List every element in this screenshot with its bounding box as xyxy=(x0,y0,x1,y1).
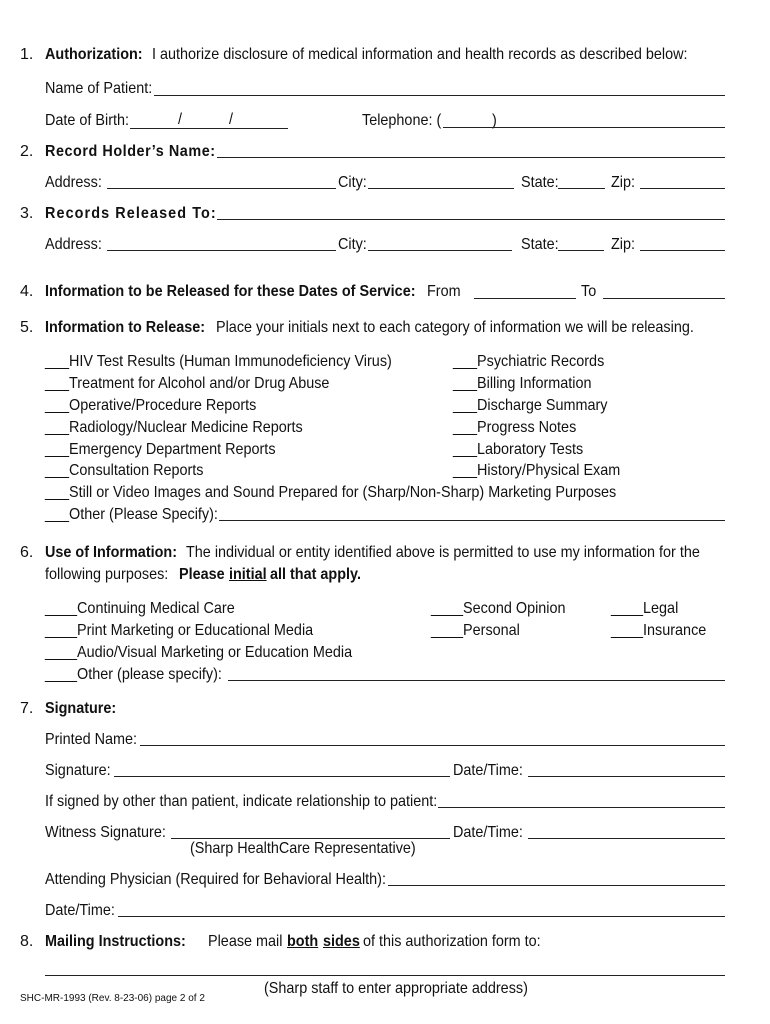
dob-slash-2: / xyxy=(229,111,234,128)
signature-section-label: Signature: xyxy=(45,700,117,717)
witness-datetime-field[interactable] xyxy=(528,838,725,839)
record-holder-field[interactable] xyxy=(217,157,725,158)
initial-text: initial xyxy=(229,566,267,583)
release-option-hiv[interactable]: ___HIV Test Results (Human Immunodeficiency Virus) xyxy=(45,353,392,370)
mailing-text-b: of this authorization form to: xyxy=(363,933,541,950)
released-to-zip-label: Zip: xyxy=(611,236,636,253)
information-to-release-label: Information to Release: xyxy=(45,319,206,336)
mailing-instructions-label: Mailing Instructions: xyxy=(45,933,186,950)
record-holder-zip-field[interactable] xyxy=(640,188,725,189)
from-label: From xyxy=(427,283,461,300)
witness-datetime-label: Date/Time: xyxy=(453,824,523,841)
mailing-both: both xyxy=(287,933,319,950)
released-to-city-label: City: xyxy=(338,236,367,253)
release-option-discharge[interactable]: ___Discharge Summary xyxy=(453,397,608,414)
release-option-laboratory[interactable]: ___Laboratory Tests xyxy=(453,441,584,458)
release-option-images-sound[interactable]: ___Still or Video Images and Sound Prepared for (Sharp/Non-Sharp) Marketing Purposes xyxy=(45,484,617,501)
attending-physician-label: Attending Physician (Required for Behavioral Health): xyxy=(45,871,386,888)
use-option-continuing-care[interactable]: ____Continuing Medical Care xyxy=(45,600,235,617)
section-4-number: 4. xyxy=(20,283,34,300)
use-of-information-text-2: following purposes: xyxy=(45,566,169,583)
released-to-address-label: Address: xyxy=(45,236,102,253)
signature-datetime-field[interactable] xyxy=(528,776,725,777)
section-7-number: 7. xyxy=(20,700,34,717)
telephone-field[interactable] xyxy=(443,127,725,128)
released-to-state-field[interactable] xyxy=(558,250,604,251)
patient-name-label: Name of Patient: xyxy=(45,80,153,97)
from-date-field[interactable] xyxy=(474,298,576,299)
release-option-progress[interactable]: ___Progress Notes xyxy=(453,419,577,436)
section-3-number: 3. xyxy=(20,205,34,222)
printed-name-label: Printed Name: xyxy=(45,731,138,748)
record-holder-city-field[interactable] xyxy=(368,188,514,189)
release-option-billing[interactable]: ___Billing Information xyxy=(453,375,592,392)
signature-field[interactable] xyxy=(114,776,450,777)
release-option-alcohol-drug[interactable]: ___Treatment for Alcohol and/or Drug Abuse xyxy=(45,375,330,392)
relationship-field[interactable] xyxy=(438,807,725,808)
section-8-number: 8. xyxy=(20,933,34,950)
records-released-to-label: Records Released To: xyxy=(45,205,217,222)
mailing-text-a: Please mail xyxy=(208,933,283,950)
record-holder-state-label: State: xyxy=(521,174,559,191)
release-option-operative[interactable]: ___Operative/Procedure Reports xyxy=(45,397,257,414)
authorization-label: Authorization: xyxy=(45,46,143,63)
authorization-text: I authorize disclosure of medical information and health records as described below: xyxy=(152,46,688,63)
use-option-personal[interactable]: ____Personal xyxy=(431,622,520,639)
record-holder-label: Record Holder’s Name: xyxy=(45,143,216,160)
to-label: To xyxy=(581,283,597,300)
released-to-zip-field[interactable] xyxy=(640,250,725,251)
information-to-release-text: Place your initials next to each category of information we will be releasing. xyxy=(216,319,694,336)
signature-label: Signature: xyxy=(45,762,111,779)
use-option-legal[interactable]: ____Legal xyxy=(611,600,679,617)
physician-datetime-field[interactable] xyxy=(118,916,725,917)
release-option-emergency[interactable]: ___Emergency Department Reports xyxy=(45,441,276,458)
physician-datetime-label: Date/Time: xyxy=(45,902,115,919)
use-option-insurance[interactable]: ____Insurance xyxy=(611,622,707,639)
printed-name-field[interactable] xyxy=(140,745,725,746)
record-holder-state-field[interactable] xyxy=(558,188,605,189)
section-6-number: 6. xyxy=(20,544,34,561)
use-option-second-opinion[interactable]: ____Second Opinion xyxy=(431,600,566,617)
use-option-print-marketing[interactable]: ____Print Marketing or Educational Media xyxy=(45,622,314,639)
sharp-staff-note: (Sharp staff to enter appropriate address) xyxy=(264,980,528,997)
dob-field[interactable] xyxy=(130,128,288,129)
release-option-history-physical[interactable]: ___History/Physical Exam xyxy=(453,462,621,479)
witness-signature-field[interactable] xyxy=(171,838,450,839)
released-to-city-field[interactable] xyxy=(368,250,512,251)
use-option-other[interactable]: ____Other (please specify): xyxy=(45,666,222,683)
form-footer: SHC-MR-1993 (Rev. 8-23-06) page 2 of 2 xyxy=(20,993,205,1004)
release-option-other[interactable]: ___Other (Please Specify): xyxy=(45,506,218,523)
use-option-audio-visual[interactable]: ____Audio/Visual Marketing or Education Media xyxy=(45,644,353,661)
use-of-information-label: Use of Information: xyxy=(45,544,178,561)
section-2-number: 2. xyxy=(20,143,34,160)
release-other-field[interactable] xyxy=(219,520,725,521)
use-other-field[interactable] xyxy=(228,680,725,681)
relationship-label: If signed by other than patient, indicate relationship to patient: xyxy=(45,793,438,810)
released-to-address-field[interactable] xyxy=(107,250,336,251)
all-that-apply-text: all that apply. xyxy=(270,566,361,583)
attending-physician-field[interactable] xyxy=(388,885,725,886)
sharp-representative-note: (Sharp HealthCare Representative) xyxy=(190,840,416,857)
record-holder-city-label: City: xyxy=(338,174,367,191)
release-option-consultation[interactable]: ___Consultation Reports xyxy=(45,462,204,479)
dates-of-service-label: Information to be Released for these Dates of Service: xyxy=(45,283,416,300)
mailing-address-field[interactable] xyxy=(45,975,725,976)
section-1-number: 1. xyxy=(20,46,34,63)
record-holder-zip-label: Zip: xyxy=(611,174,636,191)
dob-slash-1: / xyxy=(178,111,183,128)
record-holder-address-label: Address: xyxy=(45,174,102,191)
records-released-to-field[interactable] xyxy=(217,219,725,220)
mailing-sides: sides xyxy=(323,933,360,950)
telephone-close-paren: ) xyxy=(492,112,497,129)
patient-name-field[interactable] xyxy=(154,95,725,96)
to-date-field[interactable] xyxy=(603,298,725,299)
released-to-state-label: State: xyxy=(521,236,559,253)
use-of-information-text-1: The individual or entity identified above is permitted to use my information for the xyxy=(186,544,700,561)
record-holder-address-field[interactable] xyxy=(107,188,336,189)
section-5-number: 5. xyxy=(20,319,34,336)
witness-signature-label: Witness Signature: xyxy=(45,824,166,841)
release-option-psychiatric[interactable]: ___Psychiatric Records xyxy=(453,353,605,370)
release-option-radiology[interactable]: ___Radiology/Nuclear Medicine Reports xyxy=(45,419,303,436)
please-text: Please xyxy=(179,566,225,583)
dob-label: Date of Birth: xyxy=(45,112,130,129)
telephone-label: Telephone: ( xyxy=(362,112,442,129)
signature-datetime-label: Date/Time: xyxy=(453,762,523,779)
